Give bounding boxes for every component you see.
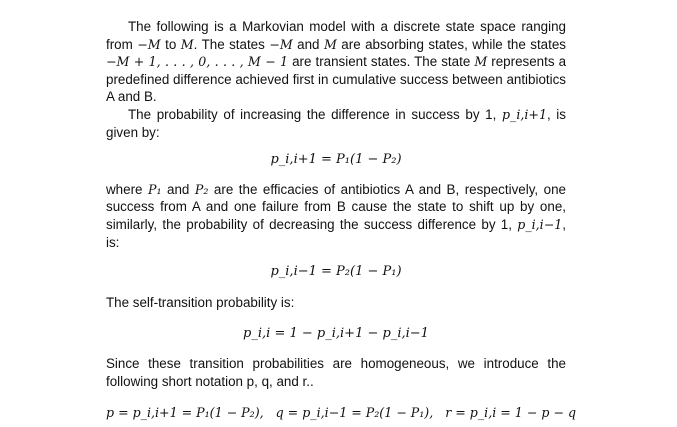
text: are the efficacies of antibiotics A and B, respectively, one success from A and one failure from B cause the state to shift up by one, similarly, the probability of decreasing the success difference by 1,: [106, 181, 566, 232]
paragraph-markov-intro: [106, 18, 566, 106]
text: represents a predefined difference achieved first in cumulative success between antibiotics A and B.: [106, 54, 567, 105]
document-body: [106, 18, 577, 422]
text: and: [292, 36, 324, 52]
text: are absorbing states, while the states: [336, 36, 566, 52]
text: and: [161, 181, 195, 197]
text: where: [106, 181, 148, 197]
math-inline: p_i,i−1: [517, 216, 563, 232]
equation-p-down: p_i,i−1 = P₂(1 − P₁): [270, 264, 402, 280]
equation-p-up: p_i,i+1 = P₁(1 − P₂): [270, 152, 402, 168]
math-inline: −M: [269, 36, 293, 52]
text: , is:: [106, 216, 566, 250]
math-inline: M: [180, 36, 194, 52]
paragraph-self-transition: The self-transition probability is:: [106, 294, 295, 310]
equation-p-self: p_i,i = 1 − p_i,i+1 − p_i,i−1: [243, 326, 429, 342]
text: to: [160, 36, 181, 52]
math-inline: P₂: [194, 181, 209, 197]
paragraph-notation: Since these transition probabilities are homogeneous, we introduce the following short notation p, q, and r..: [106, 355, 566, 389]
math-inline: −M: [137, 36, 161, 52]
text: . The states: [193, 36, 270, 52]
text: , is given by:: [106, 106, 566, 140]
paragraph-increase-probability: [106, 106, 566, 141]
math-inline: M: [474, 54, 488, 70]
math-inline: M: [323, 36, 337, 52]
math-inline: −M + 1, . . . , 0, . . . , M − 1: [106, 54, 289, 70]
text: are transient states. The state: [288, 54, 475, 70]
math-inline: P₁: [147, 181, 162, 197]
text: The following is a Markovian model with a discrete state space ranging from: [106, 19, 566, 52]
equation-pqr-notation: p = p_i,i+1 = P₁(1 − P₂), q = p_i,i−1 = P₂(1 − P₁), r = p_i,i = 1 − p − q: [106, 405, 577, 421]
math-inline: p_i,i+1: [501, 106, 547, 122]
paragraph-efficacies: [106, 181, 566, 251]
text: The probability of increasing the difference in success by 1,: [128, 106, 502, 122]
